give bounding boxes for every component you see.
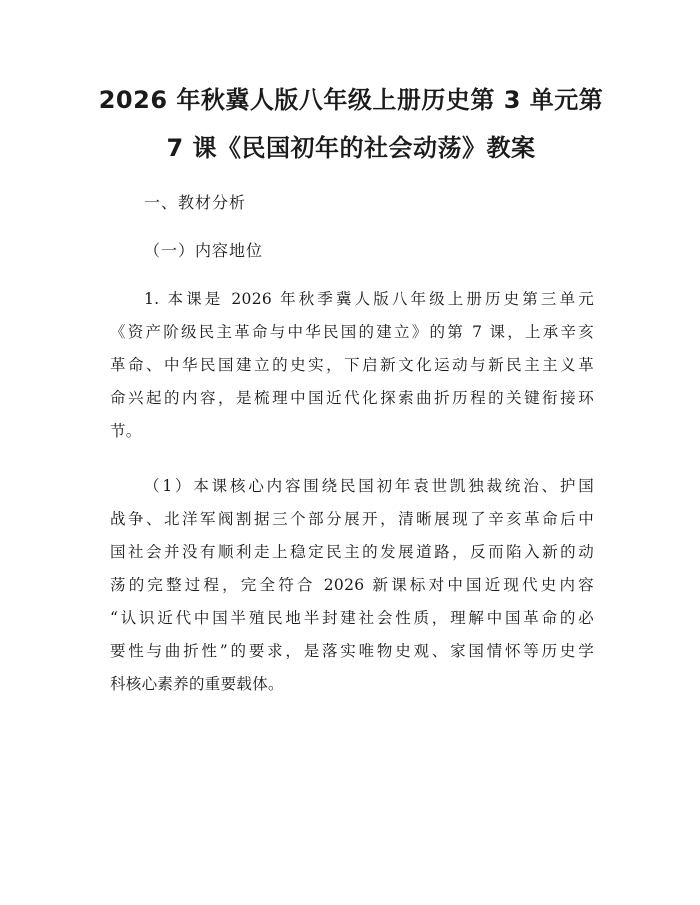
paragraph-2-line: （1）本课核心内容围绕民国初年袁世凯独裁统治、护国 bbox=[144, 477, 594, 495]
subsection-heading: （一）内容地位 bbox=[144, 241, 264, 260]
paragraph-2-line: 国社会并没有顺利走上稳定民主的发展道路，反而陷入新的动 bbox=[110, 543, 594, 561]
paragraph-2-line: 要性与曲折性”的要求，是落实唯物史观、家国情怀等历史学 bbox=[110, 642, 594, 660]
paragraph-2-line: 战争、北洋军阀割据三个部分展开，清晰展现了辛亥革命后中 bbox=[110, 510, 594, 528]
document-title-line-2: 7 课《民国初年的社会动荡》教案 bbox=[166, 134, 536, 162]
paragraph-1-line: 节。 bbox=[110, 422, 142, 440]
paragraph-2-line: “认识近代中国半殖民地半封建社会性质，理解中国革命的必 bbox=[110, 609, 594, 627]
paragraph-1-line: 命兴起的内容，是梳理中国近代化探索曲折历程的关键衔接环 bbox=[110, 389, 594, 407]
paragraph-2 bbox=[110, 470, 594, 701]
paragraph-1-line: 1. 本课是 2026 年秋季冀人版八年级上册历史第三单元 bbox=[144, 290, 594, 308]
document-title-line-1: 2026 年秋冀人版八年级上册历史第 3 单元第 bbox=[98, 86, 604, 114]
section-heading: 一、教材分析 bbox=[144, 193, 247, 212]
paragraph-2-line: 科核心素养的重要载体。 bbox=[110, 675, 284, 693]
paragraph-2-line: 荡的完整过程，完全符合 2026 新课标对中国近现代史内容 bbox=[110, 576, 594, 594]
paragraph-1-line: 革命、中华民国建立的史实，下启新文化运动与新民主主义革 bbox=[110, 356, 594, 374]
paragraph-1 bbox=[110, 283, 594, 448]
paragraph-1-line: 《资产阶级民主革命与中华民国的建立》的第 7 课，上承辛亥 bbox=[110, 323, 594, 341]
